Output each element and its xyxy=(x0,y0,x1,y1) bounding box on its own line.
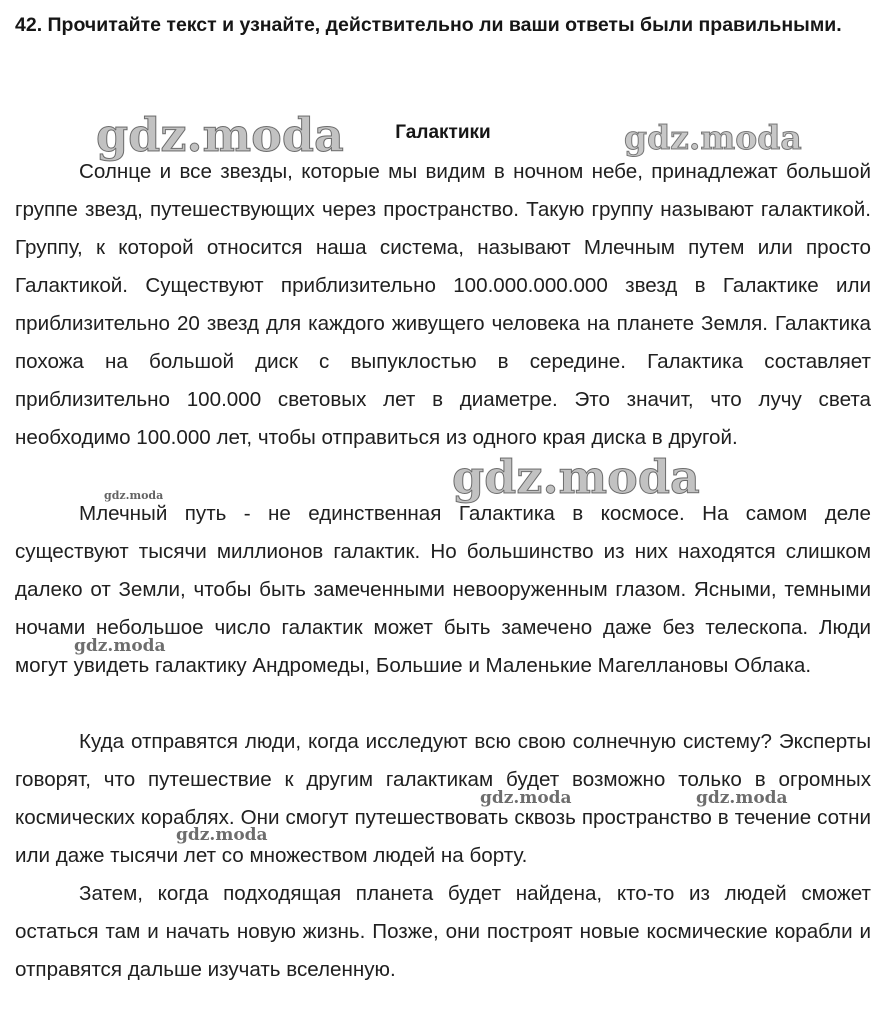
watermark: gdz.moda xyxy=(74,636,166,656)
paragraph-4: Затем, когда подходящая планета будет найдена, кто-то из людей сможет остаться там и начать новую жизнь. Позже, они построят новые космические корабли и отправятся дальше изучать вселенную. xyxy=(15,882,871,981)
watermark: gdz.moda xyxy=(480,788,572,808)
watermark: gdz.moda xyxy=(452,450,700,504)
article-title: Галактики xyxy=(395,122,491,143)
paragraph-3: Куда отправятся люди, когда исследуют всю свою солнечную систему? Эксперты говорят, что путешествие к другим галактикам будет возможно только в огромных космических кораблях. Они смогут путешествовать сквозь пространство в течение сотни или даже тысячи лет со множеством людей на борту. xyxy=(15,730,871,867)
task-number: 42. xyxy=(15,14,43,36)
watermark: gdz.moda xyxy=(176,825,268,845)
paragraph-2: Млечный путь - не единственная Галактика в космосе. На самом деле существуют тысячи миллионов галактик. Но большинство из них находятся слишком далеко от Земли, чтобы быть замеченными невооруженным глазом. Ясными, темными ночами небольшое число галактик может быть замечено даже без телескопа. Люди могут увидеть галактику Андромеды, Большие и Маленькие Магеллановы Облака. xyxy=(15,502,871,677)
watermark: gdz.moda xyxy=(624,118,802,157)
task-instruction: Прочитайте текст и узнайте, действительно ли ваши ответы были правильными. xyxy=(47,14,842,36)
task-heading xyxy=(15,6,875,45)
watermark: gdz.moda xyxy=(96,108,344,162)
paragraph-1: Солнце и все звезды, которые мы видим в ночном небе, принадлежат большой группе звезд, путешествующих через пространство. Такую группу называют галактикой. Группу, к которой относится наша система, называют Млечным путем или просто Галактикой. Существуют приблизительно 100.000.000.000 звезд в Галактике или приблизительно 20 звезд для каждого живущего человека на планете Земля. Галактика похожа на большой диск с выпуклостью в середине. Галактика составляет приблизительно 100.000 световых лет в диаметре. Это значит, что лучу света необходимо 100.000 лет, чтобы отправиться из одного края диска в другой. xyxy=(15,160,871,449)
watermark: gdz.moda xyxy=(696,788,788,808)
watermark: gdz.moda xyxy=(104,489,164,502)
